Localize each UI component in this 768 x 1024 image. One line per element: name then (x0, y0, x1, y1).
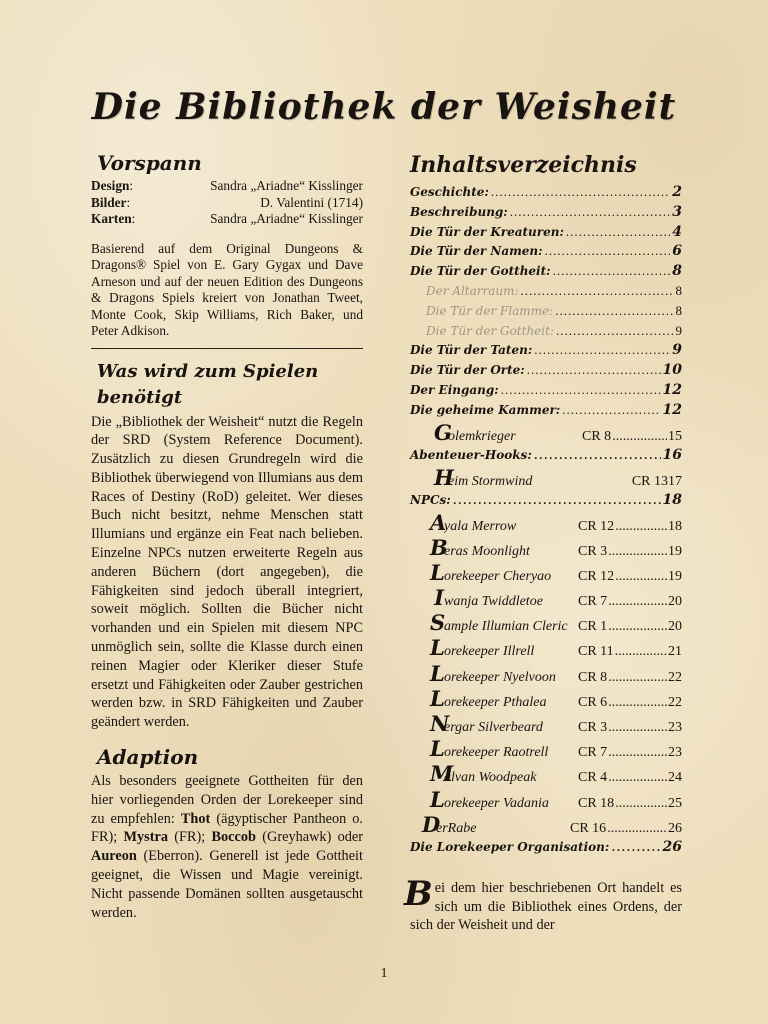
npc-cr: CR 7 (578, 594, 608, 610)
adaption-text: Als besonders geeignete Gottheiten für den hier vorliegenden Orden der Lorekeeper sind zu empfehlen: (91, 773, 363, 827)
toc-entry[interactable] (410, 360, 682, 380)
deity-name: Boccob (211, 829, 256, 846)
npc-name: yala Merrow (444, 518, 517, 534)
drop-initial: L (430, 559, 445, 585)
toc-page: 12 (662, 401, 682, 418)
adaption-text: (Greyhawk) oder (255, 829, 363, 846)
toc-page: 6 (672, 243, 682, 260)
drop-initial: L (430, 685, 445, 711)
npc-cr: CR 7 (578, 745, 608, 761)
toc-npc-row[interactable] (410, 787, 682, 812)
npc-cr: CR 3 (578, 720, 608, 736)
spielen-paragraph: Die „Bibliothek der Weisheit“ nutzt die Regeln der SRD (System Reference Document). Zusätzlich zu diesen Grundregeln wird die Bibliothek überwiegend von Illumians aus dem Races of Destiny (RoD) geleitet. Wer dieses Buch nicht besitzt, nehme Menschen statt Illumians und ergänze ein Feat nach belieben. Einzelne NPCs nutzen erweiterte Regeln aus anderen Büchern (dort angegeben), die Fähigkeiten sind jedoch überall integriert, soweit möglich. Sollten die Bücher nicht vorhanden und ein Spielen mit diesem NPC unmöglich sein, sollte die Klasse durch einen reinen Magier oder Kleriker dieser Stufe ersetzt und Fähigkeiten oder Zauber gestrichen werden bzw. in SRD Fähigkeiten und Zauber geändert werden. (91, 413, 363, 731)
toc-label: Die Tür der Flamme: (426, 303, 554, 318)
toc-entry[interactable] (410, 380, 682, 400)
toc-label: Der Eingang: (410, 382, 499, 397)
credit-label: Karten (91, 211, 132, 226)
toc-npc-row[interactable] (410, 761, 682, 786)
toc-npc-row[interactable] (410, 610, 682, 635)
toc-label: Die Lorekeeper Organisation: (410, 839, 610, 854)
toc-npc-row[interactable] (410, 560, 682, 585)
intro-text: ei dem hier beschriebenen Ort handelt es sich um die Bibliothek eines Ordens, der sich der Weisheit und der (410, 879, 682, 934)
toc-label: Die geheime Kammer: (410, 402, 561, 417)
page-title: Die Bibliothek der Weisheit (91, 86, 677, 128)
adaption-text: (Eberron). Generell ist jede Gottheit geeignet, die Wissen und Magie vereinigt. Nicht passende Domänen sollten ausgetauscht werden. (91, 848, 363, 921)
npc-page: 20 (668, 594, 682, 610)
toc-page: 16 (662, 446, 682, 463)
credit-label: Design (91, 178, 130, 193)
npc-name: olemkrieger (448, 428, 516, 444)
toc-page: 9 (675, 322, 682, 338)
deity-name: Thot (180, 810, 211, 827)
toc-npc-row[interactable] (410, 812, 682, 837)
npc-cr: CR 16 (570, 820, 607, 836)
npc-name: orekeeper Illrell (444, 644, 535, 660)
drop-initial: I (434, 585, 444, 611)
toc-label: Die Tür der Taten: (410, 343, 533, 358)
npc-name: ergar Silverbeard (444, 720, 543, 736)
drop-initial: L (430, 786, 445, 812)
toc-entry[interactable] (410, 321, 682, 341)
toc-entry[interactable] (410, 301, 682, 321)
toc-page: 18 (662, 491, 682, 508)
npc-cr: CR 13 (631, 473, 668, 489)
toc-entry[interactable] (410, 281, 682, 301)
toc-npc-row[interactable] (410, 510, 682, 535)
toc-page: 4 (672, 223, 682, 240)
drop-initial: M (430, 761, 454, 787)
npc-page: 19 (668, 543, 682, 559)
drop-initial: B (430, 534, 448, 560)
toc-npc-row[interactable] (410, 465, 682, 490)
credit-value: Sandra „Ariadne“ Kisslinger (210, 211, 363, 226)
npc-name: orekeeper Cheryao (444, 568, 552, 584)
npc-page: 19 (668, 568, 682, 584)
toc-label: Die Tür der Namen: (410, 244, 543, 259)
toc-npc-row[interactable] (410, 736, 682, 761)
npc-name: orekeeper Nyelvoon (444, 669, 556, 685)
adaption-paragraph (91, 772, 363, 922)
npc-name: orekeeper Raotrell (444, 745, 549, 761)
toc-page: 12 (662, 381, 682, 398)
toc-list (410, 182, 682, 420)
toc-entry-organisation[interactable] (410, 837, 682, 857)
npc-cr: CR 12 (578, 518, 615, 534)
drop-initial: L (430, 660, 445, 686)
toc-label: Die Tür der Orte: (410, 363, 525, 378)
adaption-heading: Adaption (97, 745, 199, 770)
credit-row-bilder: Bilder: D. Valentini (1714) (91, 194, 363, 210)
adaption-text: (FR); (167, 829, 212, 846)
npc-name: orekeeper Pthalea (444, 694, 547, 710)
npc-page: 25 (668, 795, 682, 811)
toc-label: Beschreibung: (410, 204, 508, 219)
npc-page: 26 (668, 820, 682, 836)
left-column (91, 150, 363, 922)
intro-paragraph (404, 873, 682, 935)
toc-entry[interactable] (410, 202, 682, 222)
toc-npc-row[interactable] (410, 420, 682, 445)
npc-name: wanja Twiddletoe (444, 594, 543, 610)
toc-page: 8 (672, 263, 682, 280)
toc-label: Geschichte: (410, 185, 489, 199)
npc-page: 23 (668, 745, 682, 761)
toc-entry[interactable] (410, 182, 682, 202)
npc-page: 22 (668, 694, 682, 710)
toc-entry[interactable] (410, 400, 682, 420)
drop-initial: N (430, 711, 450, 737)
drop-initial: L (430, 635, 445, 661)
npc-cr: CR 6 (578, 694, 608, 710)
npc-cr: CR 8 (578, 669, 608, 685)
npc-page: 24 (668, 770, 682, 786)
npc-list (410, 510, 682, 837)
basis-paragraph: Basierend auf dem Original Dungeons & Dragons® Spiel von E. Gary Gygax und Dave Arneson und auf der neuen Edition des Dungeons & Dragons Spiels kreiert von Jonathan Tweet, Monte Cook, Skip Williams, Rich Baker, und Peter Adkison. (91, 240, 363, 338)
toc-npc-row[interactable] (410, 661, 682, 686)
npc-cr: CR 1 (578, 619, 608, 635)
section-divider (91, 348, 363, 349)
drop-initial: H (434, 464, 454, 490)
npc-page: 20 (668, 619, 682, 635)
npc-name: eras Moonlight (444, 543, 530, 559)
npc-page: 21 (668, 644, 682, 660)
credit-label: Bilder (91, 194, 127, 210)
toc-page: 8 (675, 282, 682, 298)
toc-npc-row[interactable] (410, 585, 682, 610)
toc-label: NPCs: (410, 492, 451, 507)
toc-page: 3 (672, 203, 682, 220)
toc-label: Die Tür der Gottheit: (410, 264, 551, 279)
toc-label: Der Altarraum: (426, 283, 519, 298)
npc-cr: CR 4 (578, 770, 608, 786)
toc-page: 9 (672, 342, 682, 359)
drop-initial: G (434, 419, 452, 445)
npc-cr: CR 12 (578, 568, 615, 584)
drop-initial: A (430, 509, 447, 535)
npc-cr: CR 18 (578, 795, 615, 811)
toc-label: Die Tür der Kreaturen: (410, 224, 564, 239)
toc-entry-npcs[interactable] (410, 490, 682, 510)
spielen-heading: Was wird zum Spielen benötigt (97, 360, 319, 408)
deity-name: Mystra (123, 829, 168, 846)
toc-page: 8 (675, 302, 682, 318)
toc-npc-row[interactable] (410, 686, 682, 711)
toc-npc-row[interactable] (410, 635, 682, 660)
toc-page: 26 (662, 838, 682, 855)
npc-name: eim Stormwind (448, 473, 533, 489)
npc-name: ample Illumian Cleric (444, 619, 568, 635)
npc-name: orekeeper Vadania (444, 795, 549, 811)
toc-entry[interactable] (410, 261, 682, 281)
npc-name: erRabe (436, 820, 477, 836)
drop-initial: D (422, 811, 441, 837)
credit-row-karten: Karten: Sandra „Ariadne“ Kisslinger (91, 211, 363, 226)
credit-row-design: Design: Sandra „Ariadne“ Kisslinger (91, 178, 363, 193)
npc-page: 22 (668, 669, 682, 685)
toc-page: 10 (662, 362, 682, 379)
npc-page: 17 (668, 473, 682, 489)
toc-entry-abenteuer[interactable] (410, 445, 682, 465)
npc-cr: CR 8 (582, 428, 612, 444)
npc-cr: CR 3 (578, 543, 608, 559)
credits-block (91, 178, 363, 228)
drop-initial: B (404, 873, 433, 914)
adaption-text: (ägyptischer Pantheon o. FR); (91, 810, 363, 846)
npc-name: alvan Woodpeak (444, 770, 537, 786)
toc-entry[interactable] (410, 241, 682, 261)
credit-value: D. Valentini (1714) (260, 194, 363, 210)
drop-initial: S (430, 610, 446, 636)
right-column (404, 152, 682, 935)
toc-label: Die Tür der Gottheit: (426, 323, 554, 338)
toc-page: 2 (672, 184, 682, 200)
toc-npc-row[interactable] (410, 711, 682, 736)
vorspann-heading: Vorspann (97, 151, 202, 175)
deity-name: Aureon (91, 848, 137, 865)
npc-page: 23 (668, 720, 682, 736)
page-number: 1 (380, 966, 388, 981)
toc-entry[interactable] (410, 340, 682, 360)
toc-npc-row[interactable] (410, 535, 682, 560)
drop-initial: L (430, 736, 445, 762)
toc-label: Abenteuer-Hooks: (410, 447, 532, 462)
npc-page: 15 (668, 428, 682, 444)
npc-cr: CR 11 (578, 644, 614, 660)
toc-entry[interactable] (410, 222, 682, 242)
npc-page: 18 (668, 518, 682, 534)
credit-value: Sandra „Ariadne“ Kisslinger (210, 178, 363, 193)
toc-heading: Inhaltsverzeichnis (410, 152, 637, 178)
